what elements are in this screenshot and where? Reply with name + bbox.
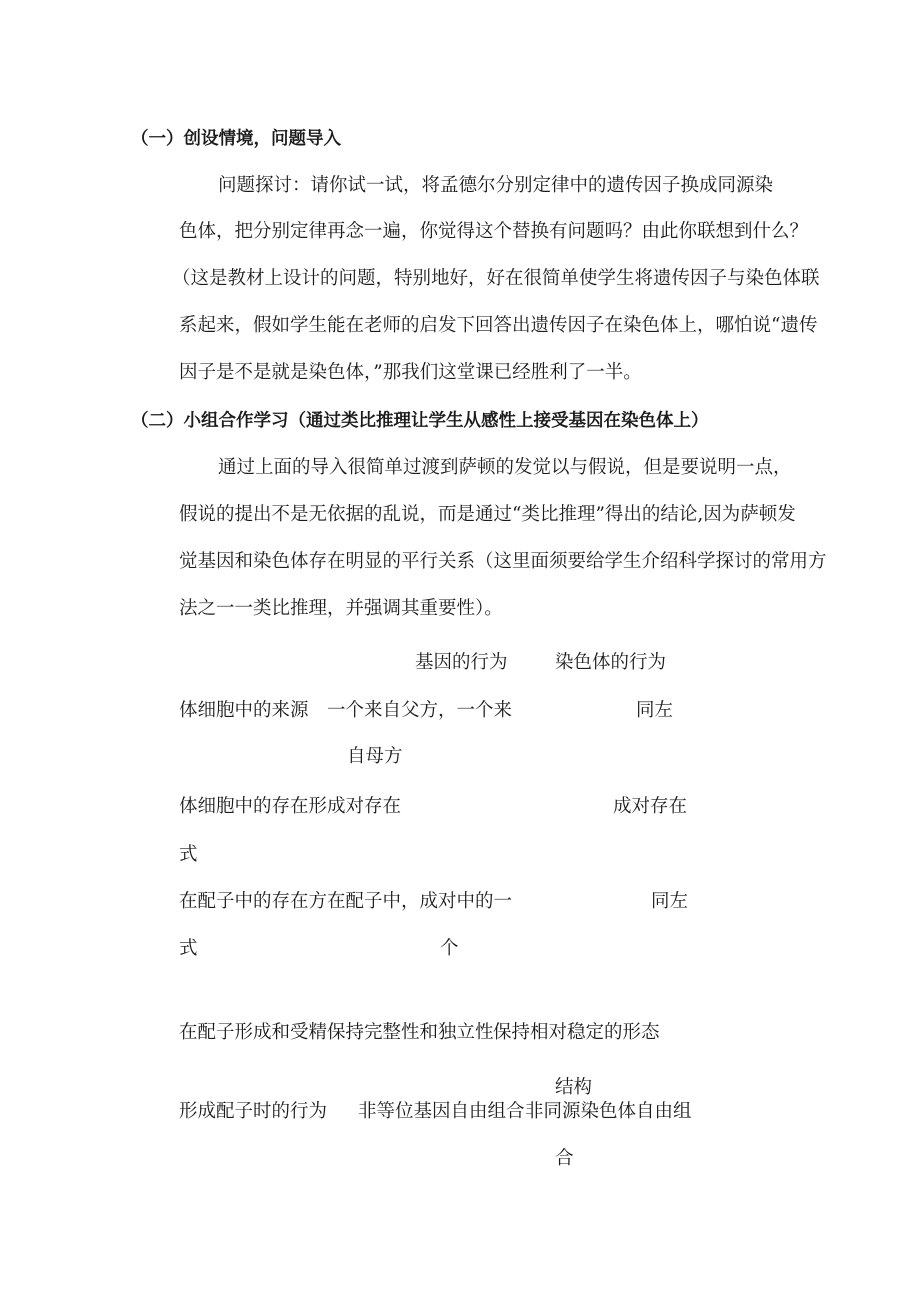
table-row-label: 在配子形成和受精 bbox=[179, 1022, 328, 1043]
paragraph-line: 系起来，假如学生能在老师的启发下回答出遗传因子在染色体上，哪怕说“遗传 bbox=[179, 315, 818, 336]
table-cell-gene: 成对存在 bbox=[327, 796, 402, 817]
paragraph-line: 觉基因和染色体存在明显的平行关系（这里面须要给学生介绍科学探讨的常用方 bbox=[179, 551, 827, 572]
table-cell-chromosome: 同左 bbox=[636, 700, 674, 721]
section-heading-2: （二）小组合作学习（通过类比推理让学生从感性上接受基因在染色体上） bbox=[131, 411, 709, 431]
table-cell-gene: 保持完整性和独立性 bbox=[327, 1022, 494, 1043]
table-cell-chromosome: 合 bbox=[555, 1148, 574, 1169]
paragraph-line: 色体，把分别定律再念一遍，你觉得这个替换有问题吗？由此你联想到什么？ bbox=[179, 221, 809, 242]
table-cell-chromosome: 保持相对稳定的形态 bbox=[493, 1022, 660, 1043]
paragraph-line: 通过上面的导入很简单过渡到萨顿的发觉以与假说，但是要说明一点， bbox=[218, 457, 792, 478]
paragraph-line: （这是教材上设计的问题，特别地好，好在很简单使学生将遗传因子与染色体联 bbox=[172, 268, 820, 289]
table-cell-chromosome: 非同源染色体自由组 bbox=[525, 1101, 692, 1122]
table-cell-gene: 自母方 bbox=[347, 746, 403, 767]
table-row-label: 形成配子时的行为 bbox=[179, 1101, 328, 1122]
paragraph-line: 因子是不是就是染色体，”那我们这堂课已经胜利了一半。 bbox=[179, 362, 642, 383]
paragraph-line: 假说的提出不是无依据的乱说，而是通过“类比推理”得出的结论,因为萨顿发 bbox=[179, 504, 796, 525]
table-cell-gene: 个 bbox=[440, 938, 459, 959]
table-row-label: 体细胞中的存在形 bbox=[179, 796, 328, 817]
paragraph-line: 法之一一类比推理，并强调其重要性）。 bbox=[179, 598, 503, 619]
table-cell-chromosome: 同左 bbox=[651, 891, 689, 912]
table-cell-chromosome: 结构 bbox=[555, 1077, 593, 1098]
table-cell-chromosome: 成对存在 bbox=[613, 796, 688, 817]
table-header-gene: 基因的行为 bbox=[415, 652, 508, 673]
table-row-label: 在配子中的存在方 bbox=[179, 891, 328, 912]
table-header-chromosome: 染色体的行为 bbox=[555, 652, 667, 673]
table-row-label: 式 bbox=[179, 844, 198, 865]
paragraph-line: 问题探讨：请你试一试，将孟德尔分别定律中的遗传因子换成同源染 bbox=[218, 175, 774, 196]
table-cell-gene: 一个来自父方，一个来 bbox=[327, 700, 513, 721]
table-row-label: 式 bbox=[179, 938, 198, 959]
table-cell-gene: 非等位基因自由组合 bbox=[358, 1101, 525, 1122]
table-cell-gene: 在配子中，成对中的一 bbox=[327, 891, 513, 912]
table-row-label: 体细胞中的来源 bbox=[179, 700, 309, 721]
section-heading-1: （一）创设情境，问题导入 bbox=[131, 129, 341, 149]
